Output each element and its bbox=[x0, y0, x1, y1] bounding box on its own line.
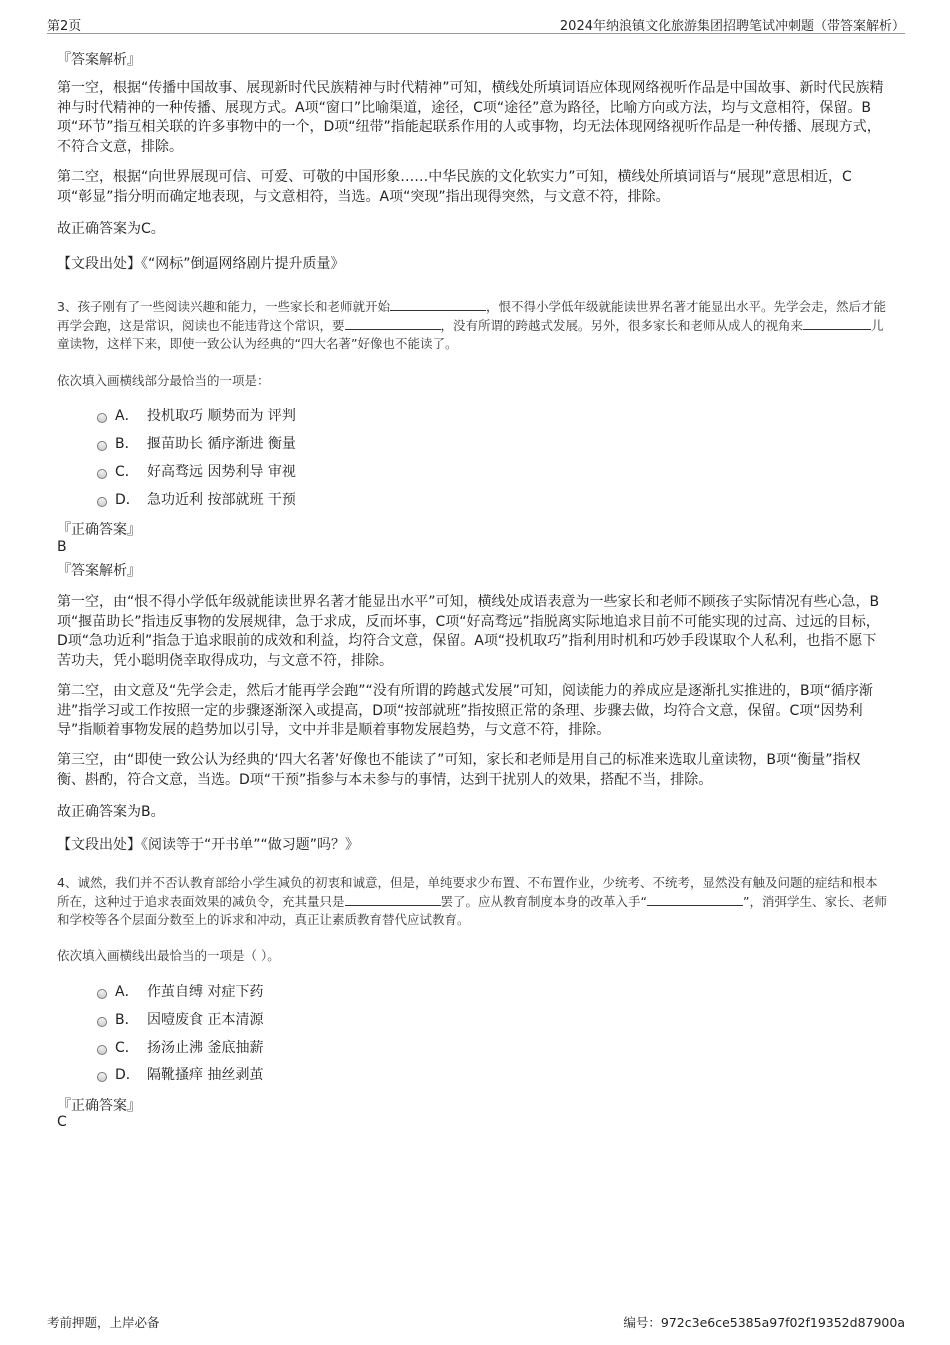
analysis-paragraph: 第二空，由文意及“先学会走，然后才能再学会跑”“没有所谓的跨越式发展”可知，阅读能力的养成应是逐渐扎实推进的，B项“循序渐进”指学习或工作按照一定的步骤逐渐深入或提高，D项“按部就班”指按照正常的条理、步骤去做，均符合文意，保留。C项“因势利导”指顺着事物发展的趋势加以引导，文中并非是顺着事物发展趋势，与文意不符，排除。 bbox=[57, 683, 873, 738]
radio-icon[interactable] bbox=[97, 1045, 107, 1055]
stem-text: ，没有所谓的跨越式发展。另外，很多家长和老师从成人的视角来 bbox=[440, 317, 804, 333]
conclusion: 故正确答案为C。 bbox=[57, 221, 165, 237]
radio-icon[interactable] bbox=[97, 413, 107, 423]
correct-answer: C bbox=[57, 1114, 67, 1130]
analysis-paragraph: 第三空，由“即使一致公认为经典的‘四大名著’好像也不能读了”可知，家长和老师是用自己的标准来选取儿童读物，B项“衡量”指权衡、斟酌，符合文意，当选。D项“干预”指参与本未参与的事情，达到干扰别人的效果，搭配不当，排除。 bbox=[57, 752, 861, 788]
option-text: 扬汤止沸 釜底抽薪 bbox=[147, 1040, 264, 1056]
document-code: 编号：972c3e6ce5385a97f02f19352d87900a bbox=[623, 1315, 905, 1330]
radio-icon[interactable] bbox=[97, 441, 107, 451]
page-header bbox=[47, 13, 905, 34]
analysis-tag: 『答案解析』 bbox=[57, 52, 141, 68]
option-a[interactable]: A． 作茧自缚 对症下药 bbox=[97, 981, 263, 1001]
stem-text: 罢了。应从教育制度本身的改革入手“ bbox=[440, 893, 647, 909]
option-text: 急功近利 按部就班 干预 bbox=[147, 492, 296, 508]
fill-blank bbox=[647, 893, 743, 906]
radio-icon[interactable] bbox=[97, 1072, 107, 1082]
fill-blank bbox=[390, 298, 486, 311]
option-c[interactable]: C． 扬汤止沸 釜底抽薪 bbox=[97, 1037, 263, 1057]
source-citation: 【文段出处】《“网标”倒逼网络剧片提升质量》 bbox=[57, 256, 345, 272]
question-stem bbox=[57, 298, 887, 354]
option-b[interactable]: B． 因噎废食 正本清源 bbox=[97, 1009, 263, 1029]
stem-text: ，恨不得小学低年级就能读世界名著才能显出水平。先学会走，然后才能再学会跑，这是常识，阅读也不能违背这个常识，要 bbox=[57, 299, 886, 333]
page-number: 第2页 bbox=[47, 19, 82, 34]
stem-text: 3、孩子刚有了一些阅读兴趣和能力，一些家长和老师就开始 bbox=[57, 299, 390, 314]
option-text: 投机取巧 顺势而为 评判 bbox=[147, 408, 296, 424]
option-c[interactable]: C． 好高骛远 因势利导 审视 bbox=[97, 461, 296, 481]
fill-blank bbox=[345, 317, 441, 330]
correct-answer: B bbox=[57, 539, 67, 555]
correct-answer-tag: 『正确答案』 bbox=[57, 522, 141, 538]
stem-text: 儿童读物，这样下来，即使一致公认为经典的“四大名著”好像也不能读了。 bbox=[57, 317, 884, 351]
question-stem bbox=[57, 874, 887, 930]
source-citation: 【文段出处】《阅读等于“开书单”“做习题”吗？》 bbox=[57, 837, 360, 853]
option-text: 揠苗助长 循序渐进 衡量 bbox=[147, 436, 296, 452]
analysis-paragraph: 第一空，根据“传播中国故事、展现新时代民族精神与时代精神”可知，横线处所填词语应体现网络视听作品是中国故事、新时代民族精神与时代精神的一种传播、展现方式。A项“窗口”比喻渠道，途径，C项“途径”意为路径，比喻方向或方法，均与文意相符，保留。B项“环节”指互相关联的许多事物中的一个，D项“纽带”指能起联系作用的人或事物，均无法体现网络视听作品是一种传播、展现方式，不符合文意，排除。 bbox=[57, 80, 884, 155]
radio-icon[interactable] bbox=[97, 497, 107, 507]
question-prompt: 依次填入画横线出最恰当的一项是（ ）。 bbox=[57, 948, 280, 963]
fill-blank bbox=[803, 317, 871, 330]
option-a[interactable]: A． 投机取巧 顺势而为 评判 bbox=[97, 405, 296, 425]
option-text: 作茧自缚 对症下药 bbox=[147, 984, 264, 1000]
correct-answer-tag: 『正确答案』 bbox=[57, 1098, 141, 1114]
stem-text: 4、诚然，我们并不否认教育部给小学生减负的初衷和诚意，但是，单纯要求少布置、不布置作业，少统考、不统考，显然没有触及问题的症结和根本所在，这种过于追求表面效果的减负令，充其量只是 bbox=[57, 875, 878, 909]
option-d[interactable]: D． 隔靴搔痒 抽丝剥茧 bbox=[97, 1064, 263, 1084]
analysis-tag: 『答案解析』 bbox=[57, 563, 141, 579]
footer-slogan: 考前押题，上岸必备 bbox=[47, 1315, 160, 1330]
option-b[interactable]: B． 揠苗助长 循序渐进 衡量 bbox=[97, 433, 296, 453]
analysis-paragraph: 第一空，由“恨不得小学低年级就能读世界名著才能显出水平”可知，横线处成语表意为一些家长和老师不顾孩子实际情况有些心急，B项“揠苗助长”指违反事物的发展规律，急于求成，反而坏事，C项“好高骛远”指脱离实际地追求目前不可能实现的过高、过远的目标，D项“急功近利”指急于追求眼前的成效和利益，均符合文意，保留。A项“投机取巧”指利用时机和巧妙手段谋取个人私利，也指不愿下苦功夫，凭小聪明侥幸取得成功，与文意不符，排除。 bbox=[57, 594, 880, 669]
question-prompt: 依次填入画横线部分最恰当的一项是： bbox=[57, 373, 270, 388]
conclusion: 故正确答案为B。 bbox=[57, 804, 165, 820]
analysis-paragraph: 第二空，根据“向世界展现可信、可爱、可敬的中国形象……中华民族的文化软实力”可知，横线处所填词语与“展现”意思相近，C项“彰显”指分明而确定地表现，与文意相符，当选。A项“突现”指出现得突然，与文意不符，排除。 bbox=[57, 169, 852, 205]
stem-text: ”，消弭学生、家长、老师和学校等各个层面分数至上的诉求和冲动，真正让素质教育替代应试教育。 bbox=[57, 893, 887, 927]
option-d[interactable]: D． 急功近利 按部就班 干预 bbox=[97, 489, 296, 509]
option-text: 因噎废食 正本清源 bbox=[147, 1012, 264, 1028]
option-text: 好高骛远 因势利导 审视 bbox=[147, 464, 296, 480]
radio-icon[interactable] bbox=[97, 989, 107, 999]
option-text: 隔靴搔痒 抽丝剥茧 bbox=[147, 1067, 264, 1083]
fill-blank bbox=[345, 893, 441, 906]
radio-icon[interactable] bbox=[97, 469, 107, 479]
radio-icon[interactable] bbox=[97, 1017, 107, 1027]
document-title: 2024年纳浪镇文化旅游集团招聘笔试冲刺题（带答案解析） bbox=[559, 19, 905, 34]
